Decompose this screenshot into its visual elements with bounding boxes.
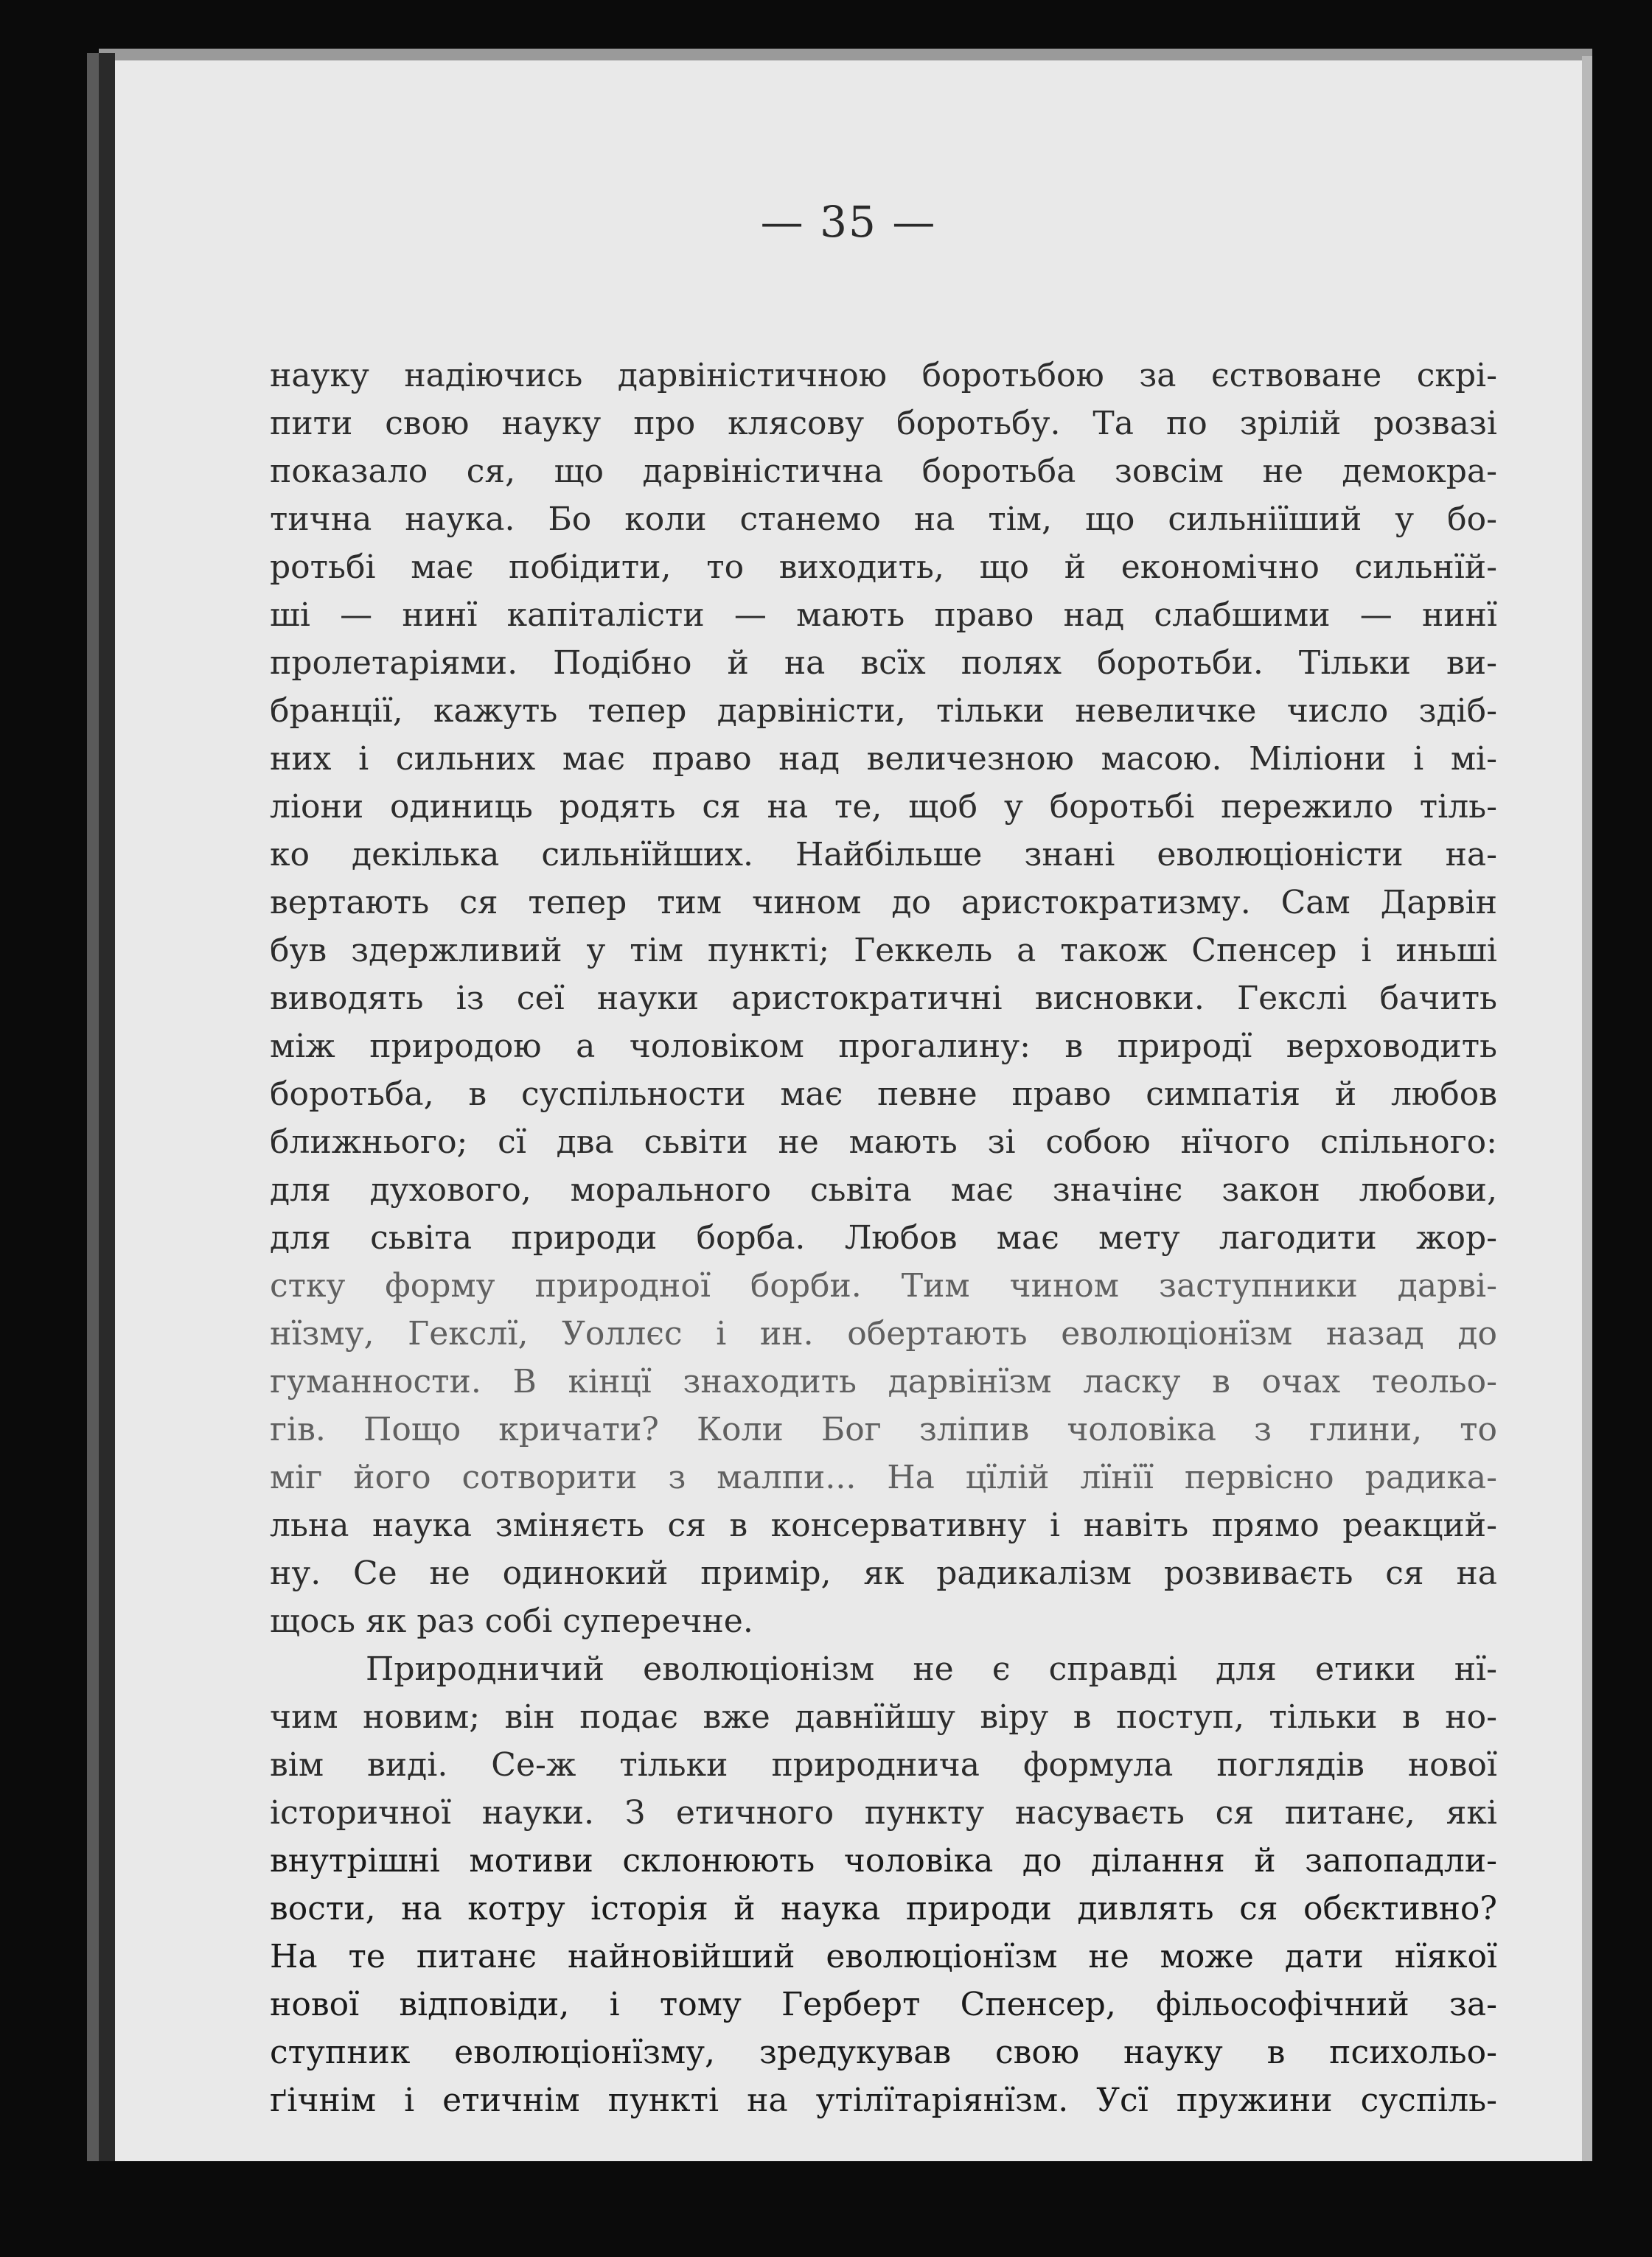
page-spine-shadow (87, 53, 99, 2161)
text-line: ші — нинї капіталісти — мають право над слабшими — нинї (270, 596, 1497, 634)
page-spine (99, 53, 115, 2161)
text-line: нової відповіди, і тому Герберт Спенсер, фільософічний за- (270, 1986, 1497, 2023)
text-line: бранції, кажуть тепер дарвіністи, тільки невеличке число здіб- (270, 692, 1497, 730)
text-line: між природою а чоловіком прогалину: в природї верховодить (270, 1028, 1497, 1065)
text-line: льна наука зміняєть ся в консервативну і навіть прямо реакций- (270, 1507, 1497, 1544)
text-line: щось як раз собі суперечне. (270, 1602, 753, 1640)
body-text (270, 352, 1497, 2124)
text-line: гуманности. В кінцї знаходить дарвінїзм ласку в очах теольо- (270, 1363, 1497, 1400)
text-line: міг його сотворити з малпи... На цїлій лїнїї первісно радика- (270, 1459, 1497, 1496)
text-line: ну. Се не одинокий примір, як радикалізм розвиваєть ся на (270, 1555, 1497, 1592)
text-line: внутрішні мотиви склонюють чоловіка до ділання й запопадли- (270, 1842, 1497, 1880)
text-line: Природничий еволюціонізм не є справді для етики нї- (366, 1650, 1497, 1688)
text-line: виводять із сеї науки аристократичні висновки. Гекслі бачить (270, 980, 1497, 1017)
text-line: показало ся, що дарвіністична боротьба зовсім не демокра- (270, 453, 1497, 490)
text-line: ґічнім і етичнім пункті на утілїтаріянїзм. Усї пружини суспіль- (270, 2082, 1497, 2119)
text-line: стку форму природної борби. Тим чином заступники дарві- (270, 1267, 1497, 1305)
text-line: пролетаріями. Подібно й на всїх полях боротьби. Тільки ви- (270, 644, 1497, 682)
text-line: був здержливий у тім пункті; Геккель а також Спенсер і иньші (270, 932, 1497, 969)
text-line: ротьбі має побідити, то виходить, що й економічно сильнїй- (270, 548, 1497, 586)
text-line: науку надіючись дарвіністичною боротьбою за єствоване скрі- (270, 357, 1497, 394)
text-line: вім виді. Се-ж тільки природнича формула поглядів нової (270, 1746, 1497, 1784)
text-line: гів. Пощо кричати? Коли Бог зліпив чоловіка з глини, то (270, 1411, 1497, 1448)
text-line: ліони одиниць родять ся на те, щоб у боротьбі пережило тіль- (270, 788, 1497, 826)
page-top-edge (99, 49, 1592, 60)
text-line: ко декілька сильнїйших. Найбільше знані еволюціоністи на- (270, 836, 1497, 873)
text-line: ближнього; сї два сьвіти не мають зі собою нїчого спільного: (270, 1123, 1497, 1161)
text-line: нїзму, Гекслї, Уоллєс і ин. обертають еволюціонїзм назад до (270, 1315, 1497, 1353)
text-line: На те питанє найновійший еволюціонїзм не може дати нїякої (270, 1938, 1497, 1975)
text-line: ступник еволюціонїзму, зредукував свою науку в психольо- (270, 2034, 1497, 2071)
paragraph-2 (270, 1645, 1497, 2124)
page-number: — 35 — (760, 197, 937, 247)
text-line: вости, на котру історія й наука природи дивлять ся обєктивно? (270, 1890, 1497, 1928)
paragraph-1 (270, 352, 1497, 1645)
text-line: вертають ся тепер тим чином до аристократизму. Сам Дарвін (270, 884, 1497, 921)
page-right-edge (1582, 56, 1592, 2161)
text-line: чим новим; він подає вже давнїйшу віру в поступ, тільки в но- (270, 1698, 1497, 1736)
text-line: пити свою науку про клясову боротьбу. Та по зрілій розвазі (270, 405, 1497, 442)
text-line: тична наука. Бо коли станемо на тім, що сильніїший у бо- (270, 500, 1497, 538)
text-line: для духового, морального сьвіта має значінє закон любови, (270, 1171, 1497, 1209)
text-line: для сьвіта природи борба. Любов має мету лагодити жор- (270, 1219, 1497, 1257)
text-line: історичної науки. З етичного пункту насуваєть ся питанє, які (270, 1794, 1497, 1832)
text-line: них і сильних має право над величезною масою. Міліони і мі- (270, 740, 1497, 778)
book-page (115, 60, 1582, 2161)
text-line: боротьба, в суспільности має певне право симпатія й любов (270, 1075, 1497, 1113)
